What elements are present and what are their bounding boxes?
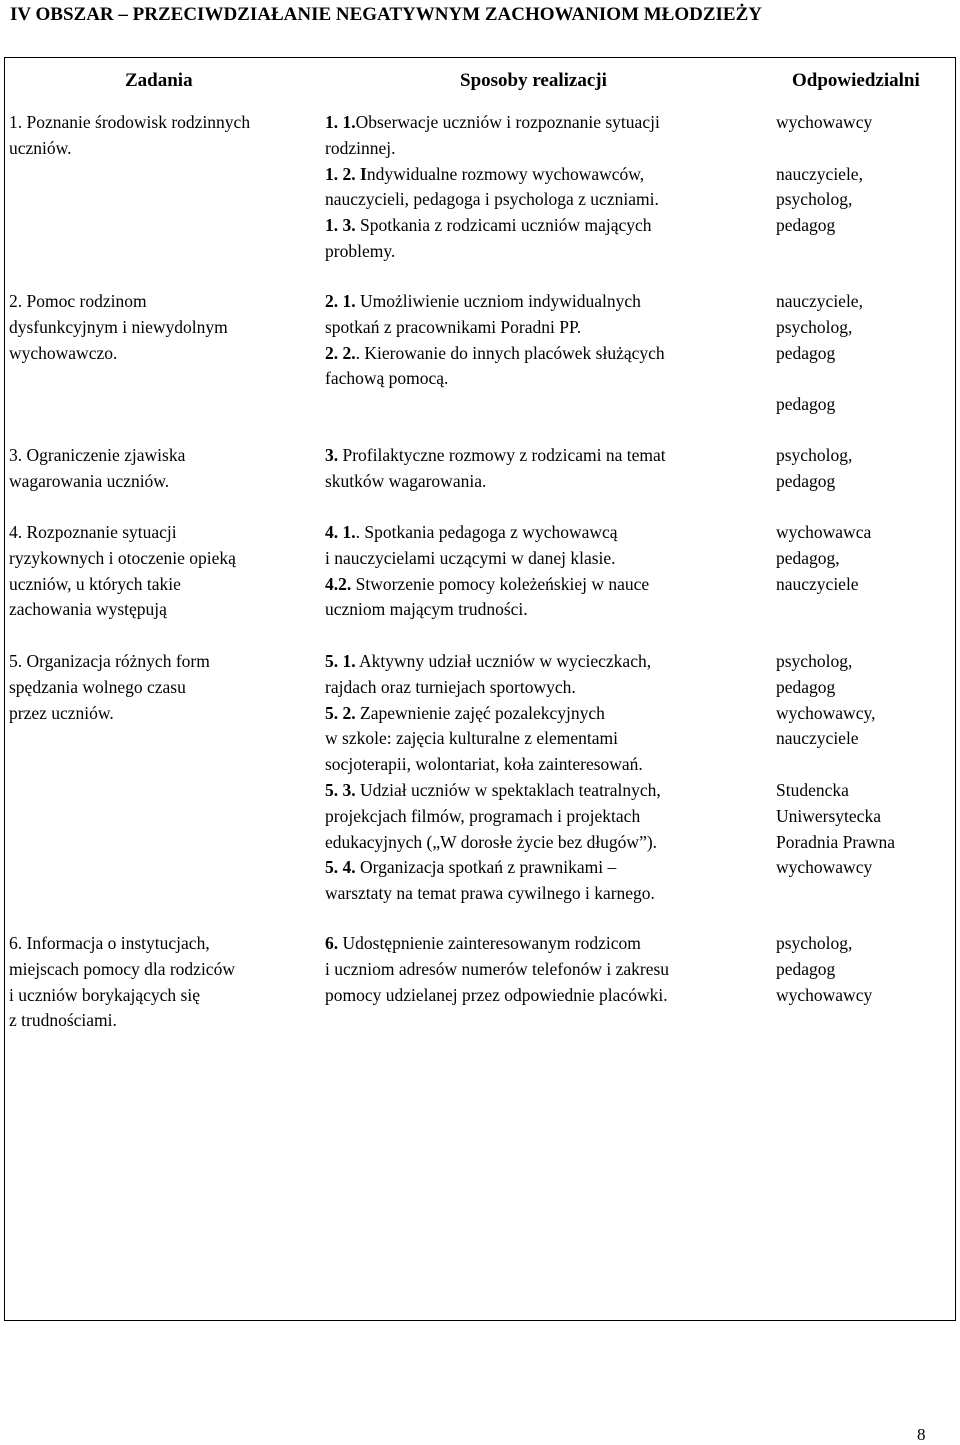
page-number: 8 [917,1425,926,1444]
task-line: zachowania występują [9,599,167,620]
task-cell [9,649,210,726]
responsible-line: wychowawcy, [776,702,876,723]
method-text: problemy. [325,240,396,261]
method-line [325,162,660,188]
method-text: socjoterapii, wolontariat, koła zainteresowań. [325,754,643,775]
responsible-line: wychowawcy [776,112,873,132]
methods-cell [325,649,661,907]
method-number: 5. 1. [325,651,356,671]
task-line: 3. Ograniczenie zjawiska [9,445,186,465]
method-line [325,726,661,752]
method-line [325,855,661,881]
method-text: Stworzenie pomocy koleżeńskiej w nauce [351,573,650,594]
method-text: pomocy udzielanej przez odpowiednie placówki. [325,984,668,1005]
responsible-line: wychowawca [776,522,872,542]
method-number: 6. [325,933,339,953]
method-number: 5. 3. [325,779,356,800]
responsible-line: pedagog [776,676,836,697]
task-line: miejscach pomocy dla rodziców [9,958,235,979]
method-number: 4. 1. [325,522,356,542]
method-line [325,983,669,1009]
task-line: 4. Rozpoznanie sytuacji [9,522,177,542]
responsible-line: Uniwersytecka [776,805,881,826]
method-line [325,366,665,392]
method-number: 1. 3. [325,215,356,236]
header-tasks: Zadania [125,70,193,91]
task-line: 6. Informacja o instytucjach, [9,933,210,953]
method-text: projekcjach filmów, programach i projektach [325,805,641,826]
method-number: 1. 1. [325,112,356,132]
methods-cell [325,110,660,265]
method-line [325,341,665,367]
method-line [325,187,660,213]
responsible-line: nauczyciele, [776,163,863,184]
method-text: Zapewnienie zajęć pozalekcyjnych [355,702,605,723]
responsible-cell [776,289,863,418]
task-line: 2. Pomoc rodzinom [9,291,147,311]
method-text: Organizacja spotkań z prawnikami – [355,857,617,878]
method-line [325,597,649,623]
method-text: skutków wagarowania. [325,470,487,491]
responsible-line: wychowawcy [776,984,873,1005]
method-text: Udział uczniów w spektaklach teatralnych, [355,779,661,800]
method-line [325,957,669,983]
method-text: edukacyjnych („W dorosłe życie bez długów”). [325,831,658,852]
task-line: z trudnościami. [9,1010,117,1031]
method-line [325,239,660,265]
responsible-cell [776,649,895,881]
task-cell [9,110,250,162]
responsible-line: nauczyciele, [776,291,863,311]
method-line [325,213,660,239]
task-line: ryzykownych i otoczenie opieką [9,547,236,568]
method-text: nauczycieli, pedagoga i psychologa z uczniami. [325,189,659,210]
method-line [325,469,666,495]
responsible-cell [776,520,871,597]
method-text: Umożliwienie uczniom indywidualnych [355,291,641,311]
method-text: Spotkania z rodzicami uczniów mających [355,215,652,236]
method-text: Aktywny udział uczniów w wycieczkach, [355,651,652,671]
method-line [325,443,666,469]
header-methods: Sposoby realizacji [460,70,607,91]
method-line [325,110,660,136]
method-text: ndywidualne rozmowy wychowawców, [366,163,645,184]
responsible-line: nauczyciele [776,573,859,594]
method-number: 2. 2. [325,342,356,363]
responsible-line: pedagog [776,215,836,236]
task-line: przez uczniów. [9,702,114,723]
method-line [325,649,661,675]
method-text: Udostępnienie zainteresowanym rodzicom [338,933,641,953]
method-line [325,675,661,701]
method-text: . Kierowanie do innych placówek służących [355,342,665,363]
task-line: 5. Organizacja różnych form [9,651,210,671]
method-line [325,778,661,804]
responsible-line: psycholog, [776,189,853,210]
section-title: IV OBSZAR – PRZECIWDZIAŁANIE NEGATYWNYM ZACHOWANIOM MŁODZIEŻY [10,4,762,25]
responsible-line: psycholog, [776,445,853,465]
task-line: wagarowania uczniów. [9,470,170,491]
task-line: 1. Poznanie środowisk rodzinnych [9,112,251,132]
method-line [325,931,669,957]
method-number: 5. 4. [325,857,356,878]
task-line: wychowawczo. [9,342,118,363]
methods-cell [325,289,665,392]
task-cell [9,520,236,623]
responsible-line: psycholog, [776,933,853,953]
task-cell [9,443,185,495]
responsible-line [776,366,863,392]
responsible-cell [776,931,872,1008]
methods-cell [325,931,669,1008]
responsible-line: pedagog, [776,547,840,568]
responsible-line: nauczyciele [776,728,859,749]
responsible-line: pedagog [776,394,836,415]
responsible-line: pedagog [776,342,836,363]
method-text: uczniom mającym trudności. [325,599,528,620]
header-responsible: Odpowiedzialni [792,70,920,91]
method-line [325,804,661,830]
method-line [325,546,649,572]
method-line [325,830,661,856]
responsible-line [776,136,872,162]
responsible-cell [776,443,852,495]
method-text: fachową pomocą. [325,368,449,389]
method-text: warsztaty na temat prawa cywilnego i karnego. [325,883,655,904]
responsible-line: Poradnia Prawna [776,831,896,852]
responsible-line: psycholog, [776,316,853,337]
method-line [325,752,661,778]
task-cell [9,931,235,1034]
method-number: 4.2. [325,573,352,594]
method-line [325,701,661,727]
methods-cell [325,443,666,495]
method-text: . Spotkania pedagoga z wychowawcą [355,522,618,542]
task-cell [9,289,228,366]
task-line: i uczniów borykających się [9,984,200,1005]
task-line: uczniów. [9,137,72,158]
method-text: Obserwacje uczniów i rozpoznanie sytuacji [355,112,660,132]
responsible-cell [776,110,872,239]
method-text: i uczniom adresów numerów telefonów i zakresu [325,958,670,979]
method-number: 1. 2. I [325,163,367,184]
method-text: Profilaktyczne rozmowy z rodzicami na temat [338,445,666,465]
method-line [325,881,661,907]
method-line [325,572,649,598]
task-line: spędzania wolnego czasu [9,676,186,697]
responsible-line: pedagog [776,958,836,979]
task-line: uczniów, u których takie [9,573,181,594]
method-text: w szkole: zajęcia kulturalne z elementami [325,728,618,749]
responsible-line: Studencka [776,779,849,800]
responsible-line [776,752,895,778]
method-text: spotkań z pracownikami Poradni PP. [325,316,582,337]
responsible-line: pedagog [776,470,836,491]
method-text: rajdach oraz turniejach sportowych. [325,676,576,697]
responsible-line: wychowawcy [776,857,873,878]
method-line [325,520,649,546]
method-text: rodzinnej. [325,137,396,158]
method-line [325,315,665,341]
method-number: 2. 1. [325,291,356,311]
method-number: 5. 2. [325,702,356,723]
method-text: i nauczycielami uczącymi w danej klasie. [325,547,616,568]
method-line [325,289,665,315]
method-number: 3. [325,445,339,465]
method-line [325,136,660,162]
responsible-line: psycholog, [776,651,853,671]
methods-cell [325,520,649,623]
task-line: dysfunkcyjnym i niewydolnym [9,316,228,337]
